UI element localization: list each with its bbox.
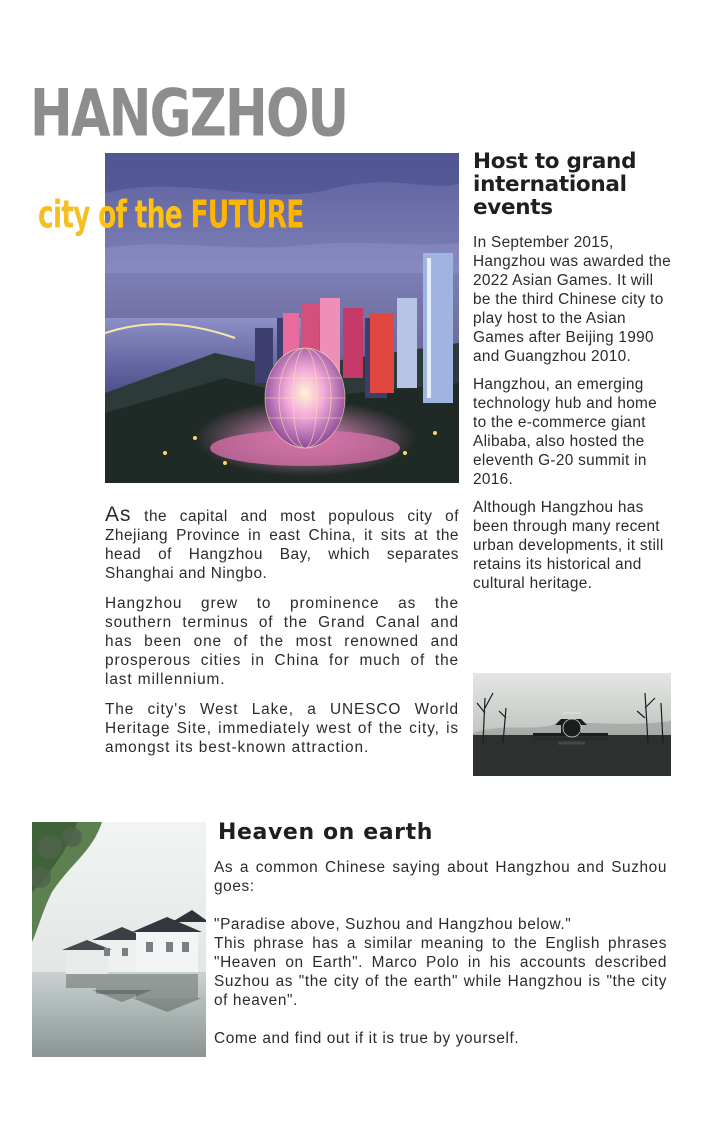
subtitle-word-future: FUTURE [190, 192, 304, 238]
heaven-paragraph-1: As a common Chinese saying about Hangzhou and Suzhou goes: [214, 859, 667, 895]
intro-dropcap: As [105, 503, 132, 526]
heaven-section [214, 858, 667, 1048]
page-title: HANGZHOU [30, 74, 348, 152]
heaven-heading: Heaven on earth [218, 820, 433, 845]
events-heading: Host to grand international events [473, 149, 637, 220]
events-paragraph-2: Hangzhou, an emerging technology hub and home to the e-commerce giant Alibaba, also hosted the eleventh G-20 summit in 2016. [473, 376, 658, 488]
water-town-photo [32, 822, 206, 1057]
subtitle-word-city: city [38, 192, 90, 238]
page-subtitle [38, 187, 304, 243]
intro-paragraph-2: Hangzhou grew to prominence as the southern terminus of the Grand Canal and has been one of the most renowned and prosperous cities in China for much of the last millennium. [105, 595, 459, 688]
heaven-paragraph-3: This phrase has a similar meaning to the English phrases "Heaven on Earth". Marco Polo in his accounts described Suzhou as "the city of the earth" while Hangzhou is "the city of heaven". [214, 935, 667, 1009]
events-section [473, 233, 673, 602]
events-paragraph-1: In September 2015, Hangzhou was awarded the 2022 Asian Games. It will be the third Chinese city to play host to the Asian Games after Beijing 1990 and Guangzhou 2010. [473, 234, 671, 365]
intro-paragraph-1 [105, 505, 459, 583]
heaven-quote: "Paradise above, Suzhou and Hangzhou below." [214, 916, 572, 933]
intro-paragraph-1-text: the capital and most populous city of Zhejiang Province in east China, it sits at the head of Hangzhou Bay, which separates Shanghai and Ningbo. [105, 508, 459, 582]
events-paragraph-3: Although Hangzhou has been through many recent urban developments, it still retains its historical and cultural heritage. [473, 499, 664, 592]
heaven-paragraph-4: Come and find out if it is true by yourself. [214, 1030, 520, 1047]
subtitle-word-of-the: of the [98, 192, 182, 238]
intro-section [105, 505, 459, 768]
west-lake-pavilion-photo [473, 673, 671, 776]
intro-paragraph-3: The city's West Lake, a UNESCO World Heritage Site, immediately west of the city, is amongst its best-known attraction. [105, 701, 459, 756]
